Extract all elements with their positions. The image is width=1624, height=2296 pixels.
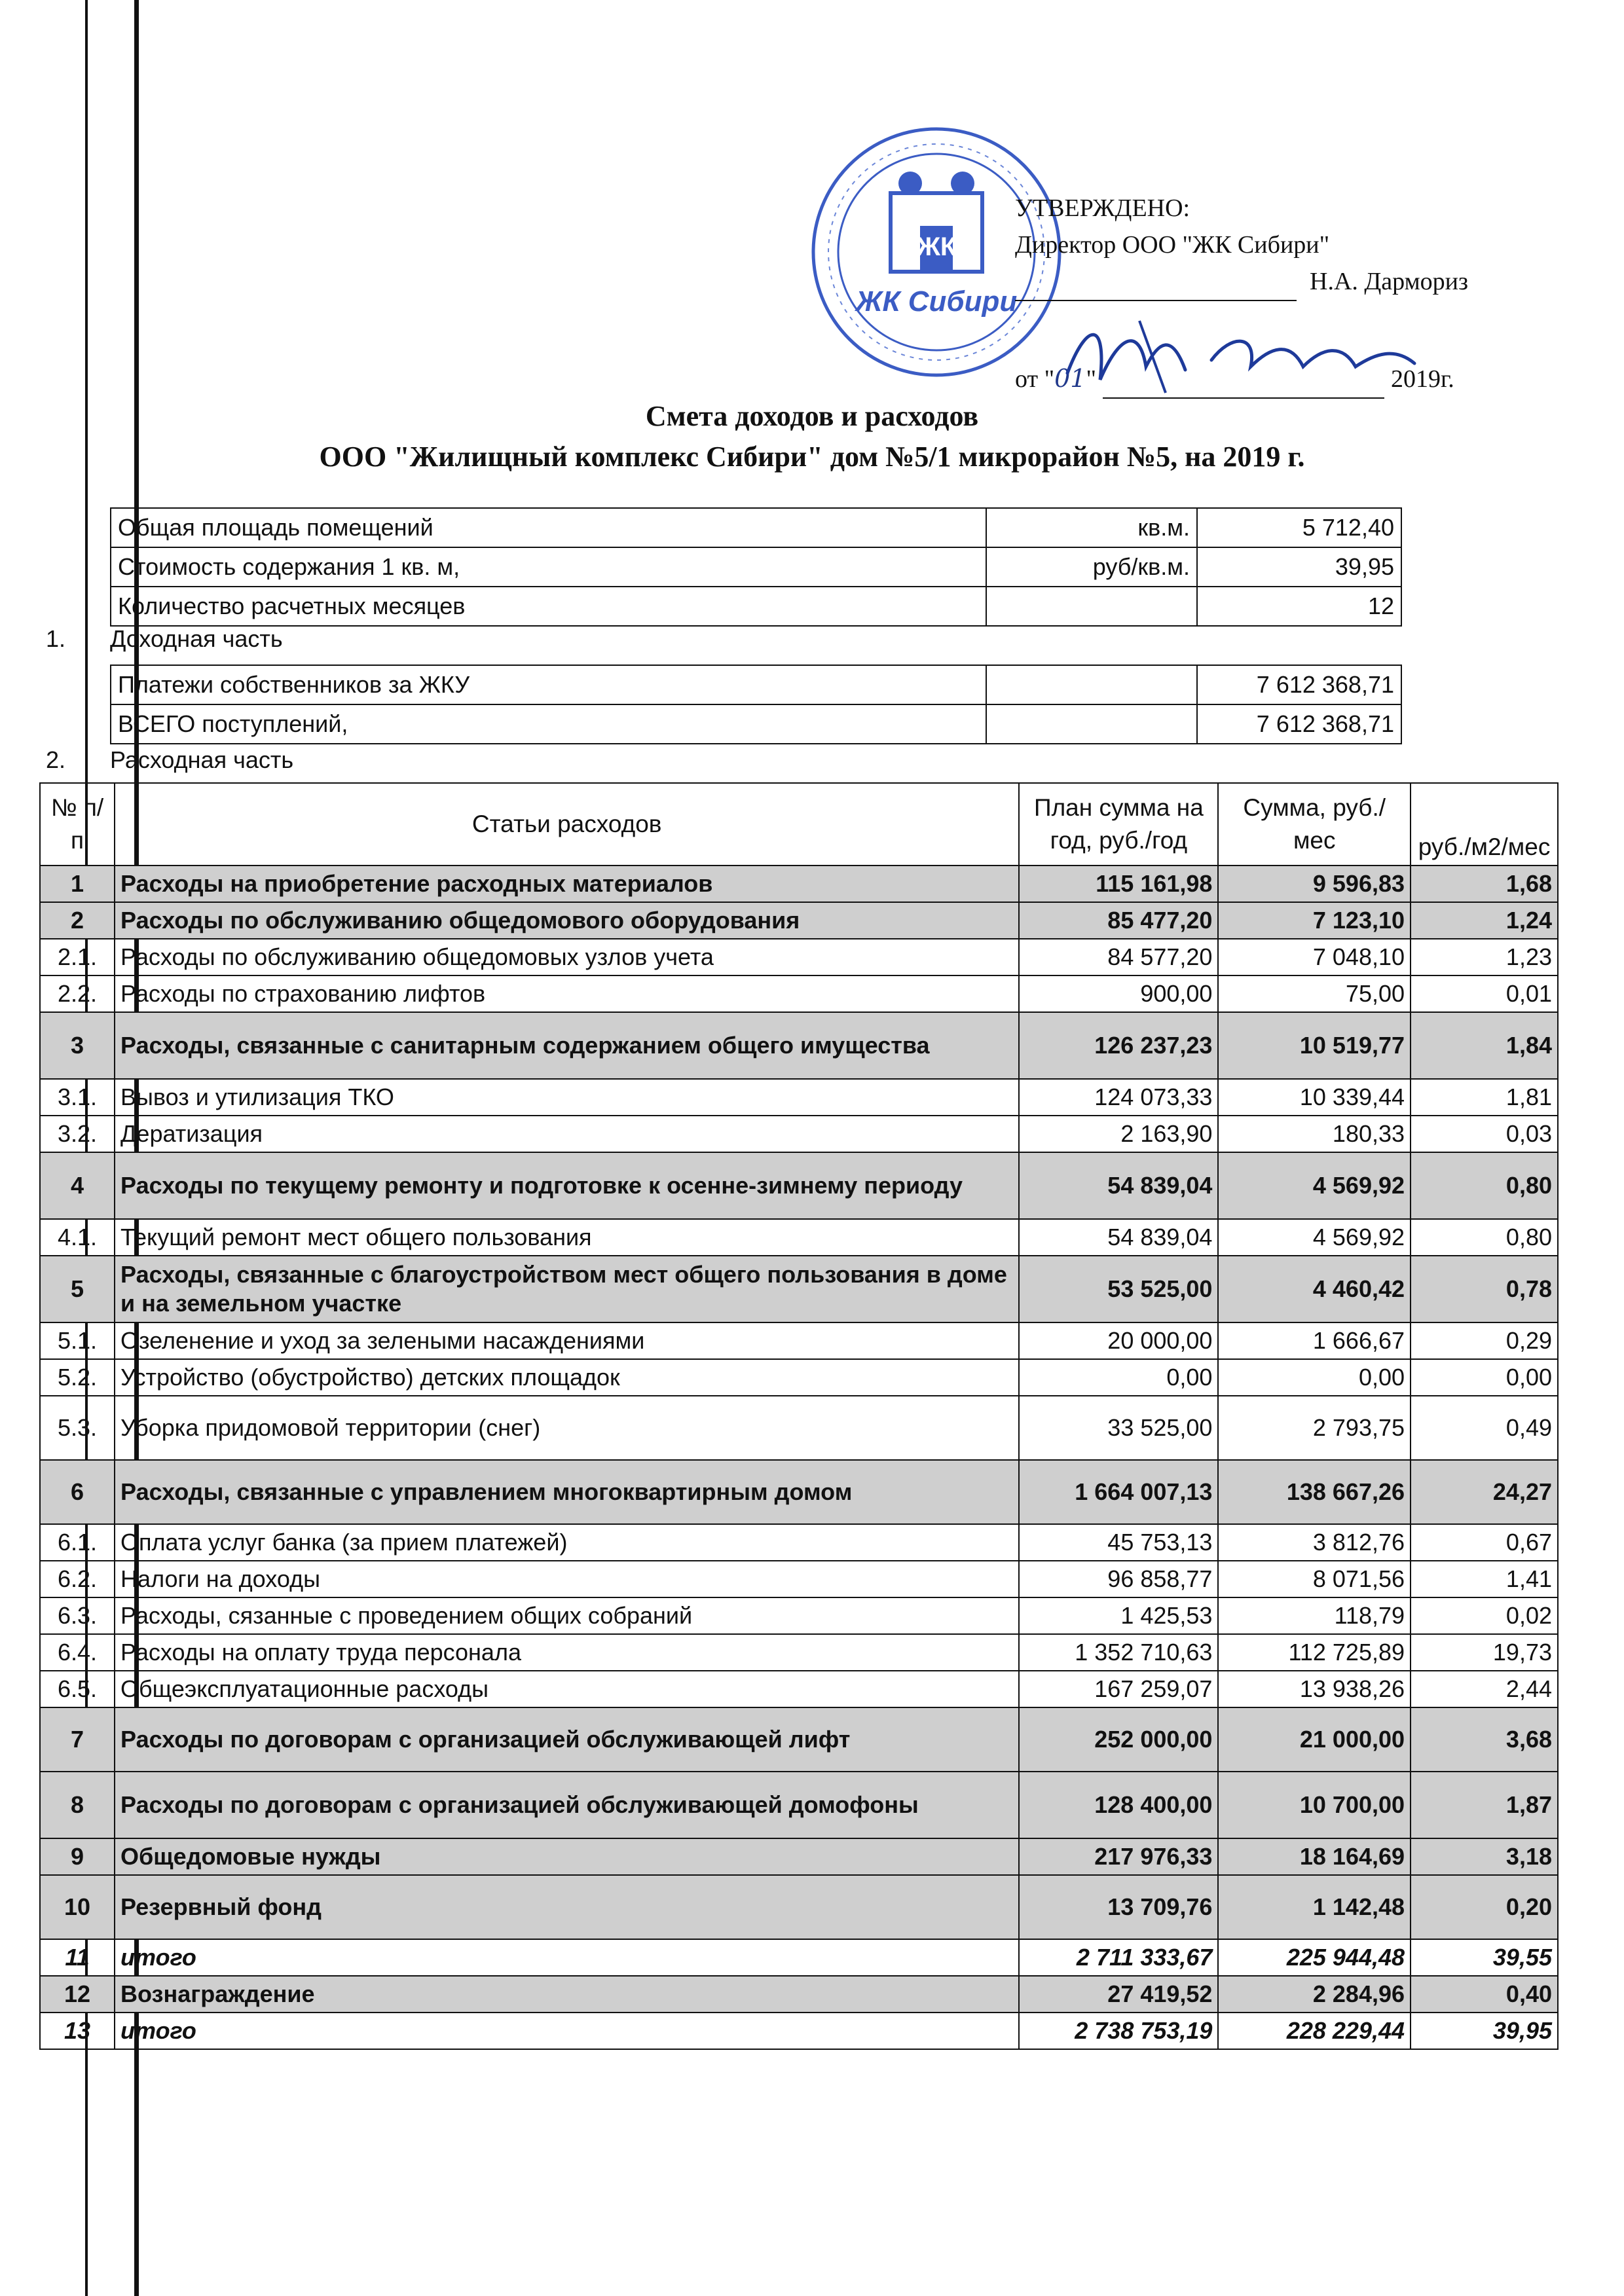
expense-number: 8 [40,1772,115,1838]
expense-per-m2: 0,02 [1411,1597,1558,1634]
expense-item-name: Устройство (обустройство) детских площадок [115,1359,1019,1396]
expense-number: 3 [40,1012,115,1079]
expense-year-sum: 1 352 710,63 [1019,1634,1218,1671]
expense-item-name: Расходы по договорам с организацией обслуживающей лифт [115,1707,1019,1772]
expense-item-name: Расходы на приобретение расходных материалов [115,866,1019,902]
expense-row [40,1359,1558,1396]
expense-number: 6.4. [40,1634,115,1671]
date-day: 01 [1054,364,1086,393]
expense-number: 6.2. [40,1561,115,1597]
expense-item-name: Общеэксплуатационные расходы [115,1671,1019,1707]
expense-row [40,1079,1558,1116]
expense-item-name: Расходы по договорам с организацией обслуживающей домофоны [115,1772,1019,1838]
handwritten-signature [1061,308,1428,399]
date-mid: " [1086,365,1096,393]
expense-year-sum: 900,00 [1019,975,1218,1012]
expense-section-number: 2. [46,746,66,773]
expense-item-name: Налоги на доходы [115,1561,1019,1597]
expense-year-sum: 252 000,00 [1019,1707,1218,1772]
expense-number: 4.1. [40,1219,115,1256]
expense-per-m2: 19,73 [1411,1634,1558,1671]
expense-row [40,1256,1558,1322]
signature-line [1015,263,1297,301]
expense-year-sum: 0,00 [1019,1359,1218,1396]
summary-row [111,547,1401,587]
expense-number: 2.1. [40,939,115,975]
expense-month-sum: 18 164,69 [1218,1838,1411,1875]
expense-row [40,2013,1558,2049]
expense-per-m2: 39,95 [1411,2013,1558,2049]
expense-item-name: Расходы, связанные с управлением многоквартирным домом [115,1460,1019,1524]
expense-row [40,1838,1558,1875]
expense-row [40,1219,1558,1256]
expense-row [40,1707,1558,1772]
expense-number: 12 [40,1976,115,2013]
summary-unit [986,587,1197,626]
expense-row [40,866,1558,902]
header-year-sum: План сумма на год, руб./год [1019,783,1218,866]
expense-item-name: итого [115,2013,1019,2049]
document-title [0,396,1624,477]
expense-item-name: Общедомовые нужды [115,1838,1019,1875]
expense-month-sum: 2 284,96 [1218,1976,1411,2013]
expense-per-m2: 1,68 [1411,866,1558,902]
summary-label: Количество расчетных месяцев [111,587,986,626]
approval-name: Н.А. Дармориз [1310,268,1468,295]
expense-item-name: Расходы по страхованию лифтов [115,975,1019,1012]
expense-number: 13 [40,2013,115,2049]
summary-unit: кв.м. [986,508,1197,547]
expense-number: 3.1. [40,1079,115,1116]
expense-section-label: Расходная часть [110,746,294,773]
expense-number: 4 [40,1152,115,1219]
title-line-2: ООО "Жилищный комплекс Сибири" дом №5/1 микрорайон №5, на 2019 г. [319,441,1305,473]
expense-year-sum: 96 858,77 [1019,1561,1218,1597]
expense-number: 5 [40,1256,115,1322]
expense-per-m2: 24,27 [1411,1460,1558,1524]
expense-year-sum: 167 259,07 [1019,1671,1218,1707]
expense-month-sum: 10 700,00 [1218,1772,1411,1838]
expense-month-sum: 7 048,10 [1218,939,1411,975]
expense-number: 6.5. [40,1671,115,1707]
expense-number: 5.2. [40,1359,115,1396]
expense-month-sum: 1 666,67 [1218,1322,1411,1359]
expense-year-sum: 1 664 007,13 [1019,1460,1218,1524]
expense-per-m2: 3,18 [1411,1838,1558,1875]
expense-month-sum: 7 123,10 [1218,902,1411,939]
expense-year-sum: 2 163,90 [1019,1116,1218,1152]
summary-label: Общая площадь помещений [111,508,986,547]
expense-year-sum: 217 976,33 [1019,1838,1218,1875]
expense-item-name: Расходы по текущему ремонту и подготовке к осенне-зимнему периоду [115,1152,1019,1219]
expense-year-sum: 20 000,00 [1019,1322,1218,1359]
expense-item-name: Дератизация [115,1116,1019,1152]
expense-year-sum: 45 753,13 [1019,1524,1218,1561]
expense-row [40,1671,1558,1707]
expense-per-m2: 3,68 [1411,1707,1558,1772]
expense-number: 5.3. [40,1396,115,1460]
expense-per-m2: 0,29 [1411,1322,1558,1359]
expense-per-m2: 0,78 [1411,1256,1558,1322]
expense-header-row [40,783,1558,866]
expense-month-sum: 4 569,92 [1218,1219,1411,1256]
expense-row [40,1597,1558,1634]
income-label: Платежи собственников за ЖКУ [111,665,986,704]
expense-year-sum: 124 073,33 [1019,1079,1218,1116]
expense-month-sum: 4 569,92 [1218,1152,1411,1219]
expense-month-sum: 3 812,76 [1218,1524,1411,1561]
expense-row [40,1116,1558,1152]
expense-row [40,1772,1558,1838]
expense-item-name: Вознаграждение [115,1976,1019,2013]
expense-row [40,1634,1558,1671]
income-row [111,665,1401,704]
expense-per-m2: 1,41 [1411,1561,1558,1597]
expense-per-m2: 39,55 [1411,1939,1558,1976]
expense-month-sum: 2 793,75 [1218,1396,1411,1460]
expense-number: 7 [40,1707,115,1772]
summary-row [111,587,1401,626]
expense-month-sum: 118,79 [1218,1597,1411,1634]
expense-month-sum: 10 519,77 [1218,1012,1411,1079]
expense-number: 1 [40,866,115,902]
expense-number: 10 [40,1875,115,1939]
expense-year-sum: 53 525,00 [1019,1256,1218,1322]
expense-year-sum: 84 577,20 [1019,939,1218,975]
expense-year-sum: 27 419,52 [1019,1976,1218,2013]
expense-per-m2: 0,40 [1411,1976,1558,2013]
expense-year-sum: 85 477,20 [1019,902,1218,939]
title-line-1: Смета доходов и расходов [645,400,979,432]
approval-heading: УТВЕРЖДЕНО: [1015,194,1190,222]
expense-month-sum: 21 000,00 [1218,1707,1411,1772]
expense-month-sum: 13 938,26 [1218,1671,1411,1707]
expense-month-sum: 1 142,48 [1218,1875,1411,1939]
expense-item-name: Уборка придомовой территории (снег) [115,1396,1019,1460]
expense-item-name: Резервный фонд [115,1875,1019,1939]
expense-row [40,1561,1558,1597]
expense-item-name: итого [115,1939,1019,1976]
expense-number: 2 [40,902,115,939]
expense-item-name: Расходы по обслуживанию общедомовых узлов учета [115,939,1019,975]
expense-per-m2: 2,44 [1411,1671,1558,1707]
stamp-brand: ЖК Сибири [855,285,1018,318]
income-label: ВСЕГО поступлений, [111,704,986,744]
expense-row [40,1976,1558,2013]
expense-item-name: Расходы по обслуживанию общедомового оборудования [115,902,1019,939]
expense-year-sum: 115 161,98 [1019,866,1218,902]
expense-year-sum: 128 400,00 [1019,1772,1218,1838]
summary-value: 39,95 [1197,547,1401,587]
expense-year-sum: 54 839,04 [1019,1219,1218,1256]
expense-row [40,1524,1558,1561]
expense-month-sum: 138 667,26 [1218,1460,1411,1524]
expense-month-sum: 4 460,42 [1218,1256,1411,1322]
expense-row [40,1322,1558,1359]
expense-number: 2.2. [40,975,115,1012]
stamp-logo-letters: ЖК [916,232,957,261]
expense-number: 6.3. [40,1597,115,1634]
expense-year-sum: 33 525,00 [1019,1396,1218,1460]
expense-row [40,1875,1558,1939]
income-table [110,665,1402,744]
expense-item-name: Расходы, связанные с благоустройством мест общего пользования в доме и на земельном участке [115,1256,1019,1322]
header-per-m2: руб./м2/мес [1411,783,1558,866]
date-prefix: от " [1015,365,1055,393]
expense-per-m2: 0,49 [1411,1396,1558,1460]
expense-row [40,975,1558,1012]
expense-item-name: Текущий ремонт мест общего пользования [115,1219,1019,1256]
expense-section-heading [46,746,293,774]
expense-year-sum: 2 738 753,19 [1019,2013,1218,2049]
income-unit [986,704,1197,744]
expense-number: 5.1. [40,1322,115,1359]
expense-month-sum: 9 596,83 [1218,866,1411,902]
expense-row [40,1152,1558,1219]
expense-row [40,1012,1558,1079]
expense-month-sum: 228 229,44 [1218,2013,1411,2049]
expense-per-m2: 0,80 [1411,1152,1558,1219]
summary-value: 5 712,40 [1197,508,1401,547]
expense-per-m2: 0,00 [1411,1359,1558,1396]
date-suffix: 2019г. [1391,365,1454,393]
income-section-label: Доходная часть [110,625,283,652]
expense-table [39,782,1559,2050]
expense-number: 3.2. [40,1116,115,1152]
income-value: 7 612 368,71 [1197,665,1401,704]
expense-month-sum: 112 725,89 [1218,1634,1411,1671]
summary-label: Стоимость содержания 1 кв. м, [111,547,986,587]
expense-number: 6 [40,1460,115,1524]
summary-unit: руб/кв.м. [986,547,1197,587]
expense-year-sum: 1 425,53 [1019,1597,1218,1634]
header-number: № п/п [40,783,115,866]
expense-item-name: Расходы на оплату труда персонала [115,1634,1019,1671]
expense-per-m2: 0,80 [1411,1219,1558,1256]
expense-per-m2: 1,24 [1411,902,1558,939]
expense-month-sum: 180,33 [1218,1116,1411,1152]
summary-value: 12 [1197,587,1401,626]
income-unit [986,665,1197,704]
expense-number: 11 [40,1939,115,1976]
expense-year-sum: 54 839,04 [1019,1152,1218,1219]
expense-per-m2: 1,84 [1411,1012,1558,1079]
expense-row [40,939,1558,975]
expense-item-name: Озеленение и уход за зелеными насаждениями [115,1322,1019,1359]
expense-month-sum: 225 944,48 [1218,1939,1411,1976]
income-section-heading [46,625,283,653]
expense-row [40,902,1558,939]
expense-number: 6.1. [40,1524,115,1561]
approval-signature-row [1015,263,1539,301]
expense-per-m2: 1,87 [1411,1772,1558,1838]
summary-table [110,507,1402,627]
expense-per-m2: 0,20 [1411,1875,1558,1939]
expense-item-name: Расходы, сязанные с проведением общих собраний [115,1597,1019,1634]
summary-row [111,508,1401,547]
expense-month-sum: 8 071,56 [1218,1561,1411,1597]
expense-year-sum: 2 711 333,67 [1019,1939,1218,1976]
header-item: Статьи расходов [115,783,1019,866]
expense-row [40,1939,1558,1976]
expense-per-m2: 1,23 [1411,939,1558,975]
expense-item-name: Расходы, связанные с санитарным содержанием общего имущества [115,1012,1019,1079]
expense-item-name: Вывоз и утилизация ТКО [115,1079,1019,1116]
expense-month-sum: 10 339,44 [1218,1079,1411,1116]
expense-year-sum: 13 709,76 [1019,1875,1218,1939]
expense-month-sum: 0,00 [1218,1359,1411,1396]
expense-table-body [40,866,1558,2049]
expense-per-m2: 0,01 [1411,975,1558,1012]
income-value: 7 612 368,71 [1197,704,1401,744]
expense-month-sum: 75,00 [1218,975,1411,1012]
expense-year-sum: 126 237,23 [1019,1012,1218,1079]
expense-per-m2: 0,67 [1411,1524,1558,1561]
income-section-number: 1. [46,625,66,652]
income-row [111,704,1401,744]
expense-per-m2: 1,81 [1411,1079,1558,1116]
approval-director: Директор ООО "ЖК Сибири" [1015,231,1330,259]
expense-row [40,1460,1558,1524]
approval-block [1015,190,1539,393]
expense-number: 9 [40,1838,115,1875]
header-month-sum: Сумма, руб./мес [1218,783,1411,866]
expense-per-m2: 0,03 [1411,1116,1558,1152]
expense-row [40,1396,1558,1460]
expense-item-name: Оплата услуг банка (за прием платежей) [115,1524,1019,1561]
